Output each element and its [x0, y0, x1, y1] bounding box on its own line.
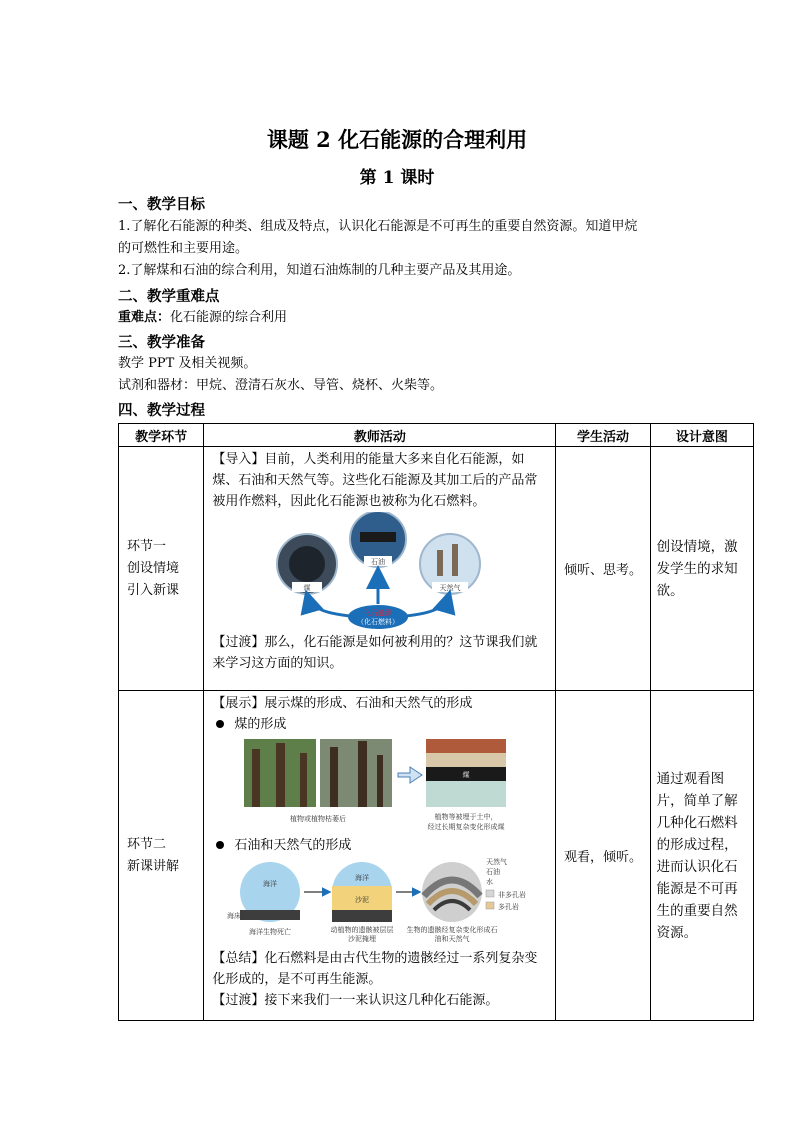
stage-line: 新课讲解 [127, 858, 180, 874]
teacher-activity-cell [204, 447, 556, 691]
student-activity-cell: 观看，倾听。 [556, 691, 650, 1021]
key-heading: 二、教学重难点 [118, 288, 220, 305]
stage-line: 创设情境 [127, 560, 180, 576]
goal-1b: 的可燃性和主要用途。 [118, 241, 249, 256]
sea-label: 海洋 [263, 880, 278, 888]
coal-cap-2b: 经过长期复杂变化形成煤 [427, 823, 505, 831]
table-row [119, 691, 754, 1021]
header-intent: 设计意图 [650, 424, 753, 447]
coal-cap-2a: 植物等被埋于土中， [434, 813, 498, 821]
transition-text: 【过渡】接下来我们一一来认识这几种化石能源。 [212, 993, 499, 1008]
legend-oil: 石油 [486, 868, 501, 876]
prep-1: 教学 PPT 及相关视频。 [118, 356, 257, 371]
table-header-row [119, 424, 754, 447]
key-label: 重难点： [118, 310, 171, 325]
oil-gas-formation-figure [212, 856, 547, 948]
student-activity-cell: 倾听、思考。 [556, 447, 650, 691]
design-intent-cell: 创设情境，激发学生的求知欲。 [650, 447, 753, 691]
goals-heading: 一、教学目标 [118, 196, 205, 213]
seabed-label: 海床 [227, 912, 242, 920]
center-label-bottom: （化石燃料） [357, 618, 400, 626]
header-teacher: 教师活动 [204, 424, 556, 447]
table-row [119, 447, 754, 691]
bullet-coal-label: 煤的形成 [234, 717, 287, 732]
sea2-label: 海洋 [355, 874, 370, 882]
arrow-icon [398, 767, 422, 783]
goal-2: 2.了解煤和石油的综合利用，知道石油炼制的几种主要产品及其用途。 [118, 263, 521, 278]
oil-cap-2b: 沙泥掩埋 [348, 935, 377, 943]
design-intent-cell: 通过观看图片，简单了解几种化石燃料的形成过程，进而认识化石能源是不可再生的重要自然资源。 [650, 691, 753, 1021]
page-subtitle: 第 1 课时 [359, 168, 435, 188]
stage-cell [119, 447, 204, 691]
coal-cap-1: 植物或植物枯萎后 [290, 815, 347, 823]
teaching-process-table [118, 423, 754, 1021]
sand-label: 沙泥 [355, 896, 370, 904]
bullet-oil [212, 835, 547, 856]
legend-nonporous: 非多孔岩 [498, 891, 527, 899]
process-heading: 四、教学过程 [118, 402, 205, 419]
legend-porous: 多孔岩 [498, 903, 520, 911]
show-text: 【展示】展示煤的形成、石油和天然气的形成 [212, 696, 473, 711]
goal-1a: 1.了解化石能源的种类、组成及特点，认识化石能源是不可再生的重要自然资源。知道甲烷 [118, 219, 638, 234]
oil-cap-2a: 动植物的遗骸被层层 [330, 926, 394, 934]
legend-gas: 天然气 [486, 858, 508, 866]
stage-line: 引入新课 [127, 582, 180, 598]
teacher-activity-cell [204, 691, 556, 1021]
coal-label: 煤 [303, 584, 311, 592]
page-title: 课题 2 化石能源的合理利用 [266, 127, 528, 152]
bullet-oil-label: 石油和天然气的形成 [234, 838, 352, 853]
stage-line: 环节一 [127, 538, 167, 554]
legend-water: 水 [486, 878, 494, 886]
prep-heading: 三、教学准备 [118, 334, 205, 351]
summary-text: 【总结】化石燃料是由古代生物的遗骸经过一系列复杂变化形成的，是不可再生能源。 [212, 951, 538, 987]
stage-cell [119, 691, 204, 1021]
fossil-energy-figure [212, 512, 547, 632]
key-text: 化石能源的综合利用 [170, 310, 288, 325]
transition-text: 【过渡】那么，化石能源是如何被利用的？这节课我们就来学习这方面的知识。 [212, 635, 538, 671]
bullet-icon [216, 841, 224, 849]
key-line [118, 307, 688, 329]
stage-line: 环节二 [127, 836, 167, 852]
gas-label: 天然气 [439, 584, 461, 592]
coal-formation-figure [212, 735, 547, 835]
center-label-top: 化石能源 [364, 609, 393, 617]
oil-label: 石油 [371, 558, 386, 566]
coal-layer-label: 煤 [462, 771, 470, 779]
oil-cap-1: 海洋生物死亡 [249, 928, 292, 936]
bullet-coal [212, 714, 547, 735]
oil-cap-3a: 生物的遗骸经复杂变化形成石 [406, 926, 498, 934]
intro-text: 【导入】目前，人类利用的能量大多来自化石能源，如煤、石油和天然气等。这些化石能源及其加工后的产品常被用作燃料，因此化石能源也被称为化石燃料。 [212, 452, 538, 509]
oil-cap-3b: 油和天然气 [434, 935, 470, 943]
header-student: 学生活动 [556, 424, 650, 447]
prep-2: 试剂和器材：甲烷、澄清石灰水、导管、烧杯、火柴等。 [118, 378, 444, 393]
header-stage: 教学环节 [119, 424, 204, 447]
bullet-icon [216, 720, 224, 728]
